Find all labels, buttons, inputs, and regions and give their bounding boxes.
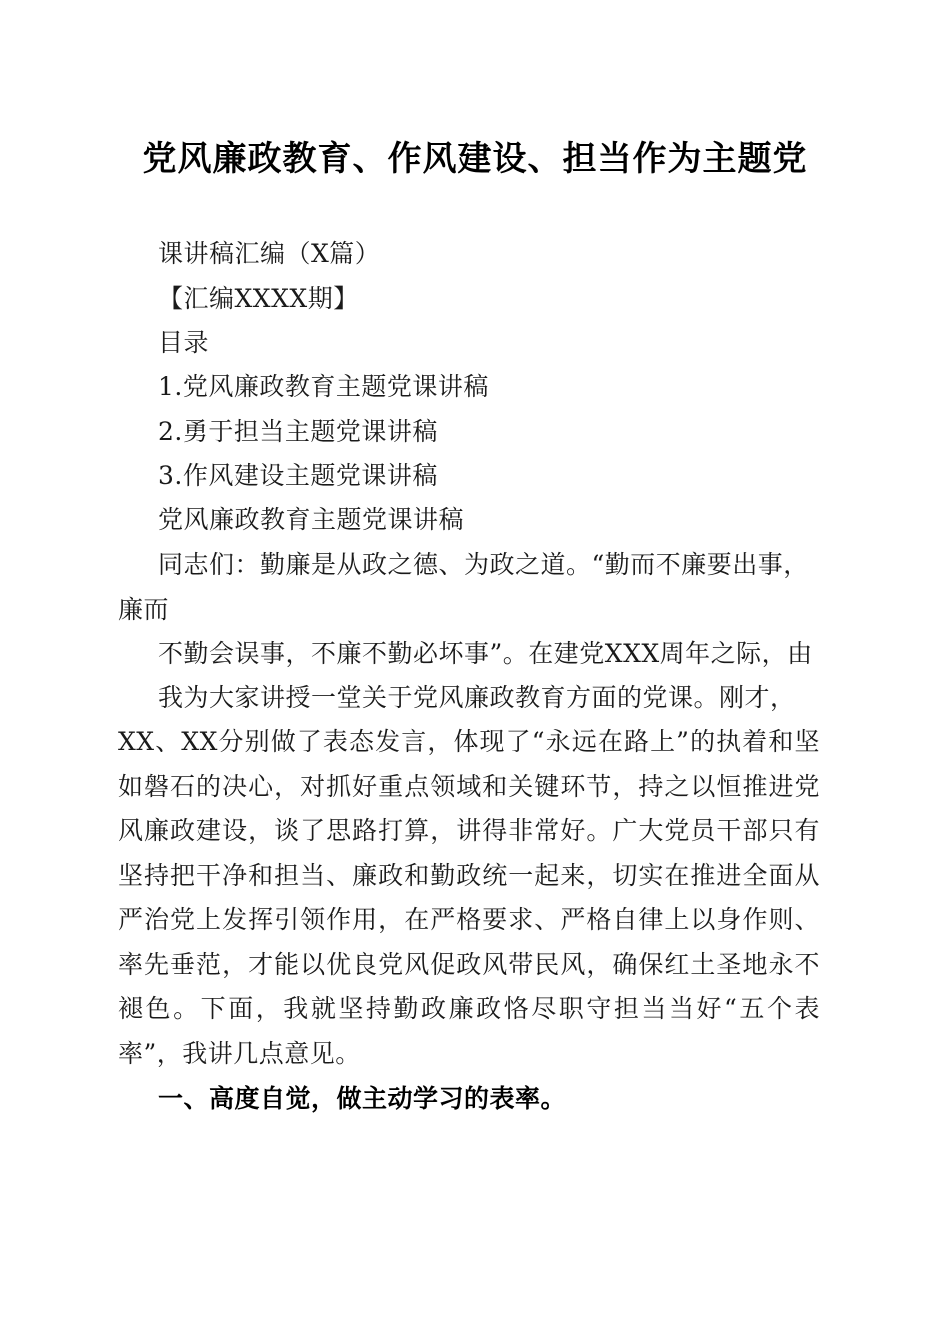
paragraph-line: 严治党上发挥引领作用，在严格要求、严格自律上以身作则、 <box>118 905 820 934</box>
paragraph-line: 风廉政建设，谈了思路打算，讲得非常好。广大党员干部只有 <box>118 816 820 845</box>
toc-item: 3.作风建设主题党课讲稿 <box>158 461 438 490</box>
paragraph-line: 廉而 <box>118 595 170 624</box>
document-title: 党风廉政教育、作风建设、担当作为主题党 <box>142 139 808 179</box>
paragraph-line: 不勤会误事，不廉不勤必坏事”。在建党XXX周年之际，由 <box>158 639 813 668</box>
paragraph-line: 如磐石的决心，对抓好重点领域和关键环节，持之以恒推进党 <box>118 772 820 801</box>
paragraph-line: 率”，我讲几点意见。 <box>118 1039 361 1068</box>
issue-label: 【汇编XXXX期】 <box>158 284 359 313</box>
paragraph-line: 同志们：勤廉是从政之德、为政之道。“勤而不廉要出事， <box>158 550 809 579</box>
section-heading: 一、高度自觉，做主动学习的表率。 <box>158 1084 567 1113</box>
toc-item: 2.勇于担当主题党课讲稿 <box>158 417 438 446</box>
paragraph-line: 率先垂范，才能以优良党风促政风带民风，确保红土圣地永不 <box>118 950 820 979</box>
section-title: 党风廉政教育主题党课讲稿 <box>158 505 465 534</box>
toc-label: 目录 <box>158 328 210 357</box>
paragraph-line: 坚持把干净和担当、廉政和勤政统一起来，切实在推进全面从 <box>118 861 820 890</box>
toc-item: 1.党风廉政教育主题党课讲稿 <box>158 372 489 401</box>
paragraph-line: XX、XX分别做了表态发言，体现了“永远在路上”的执着和坚 <box>118 727 820 756</box>
paragraph-line: 褪色。下面，我就坚持勤政廉政恪尽职守担当当好“五个表 <box>118 994 820 1023</box>
paragraph-line: 我为大家讲授一堂关于党风廉政教育方面的党课。刚才， <box>158 683 796 712</box>
document-subtitle: 课讲稿汇编（X篇） <box>158 239 381 268</box>
